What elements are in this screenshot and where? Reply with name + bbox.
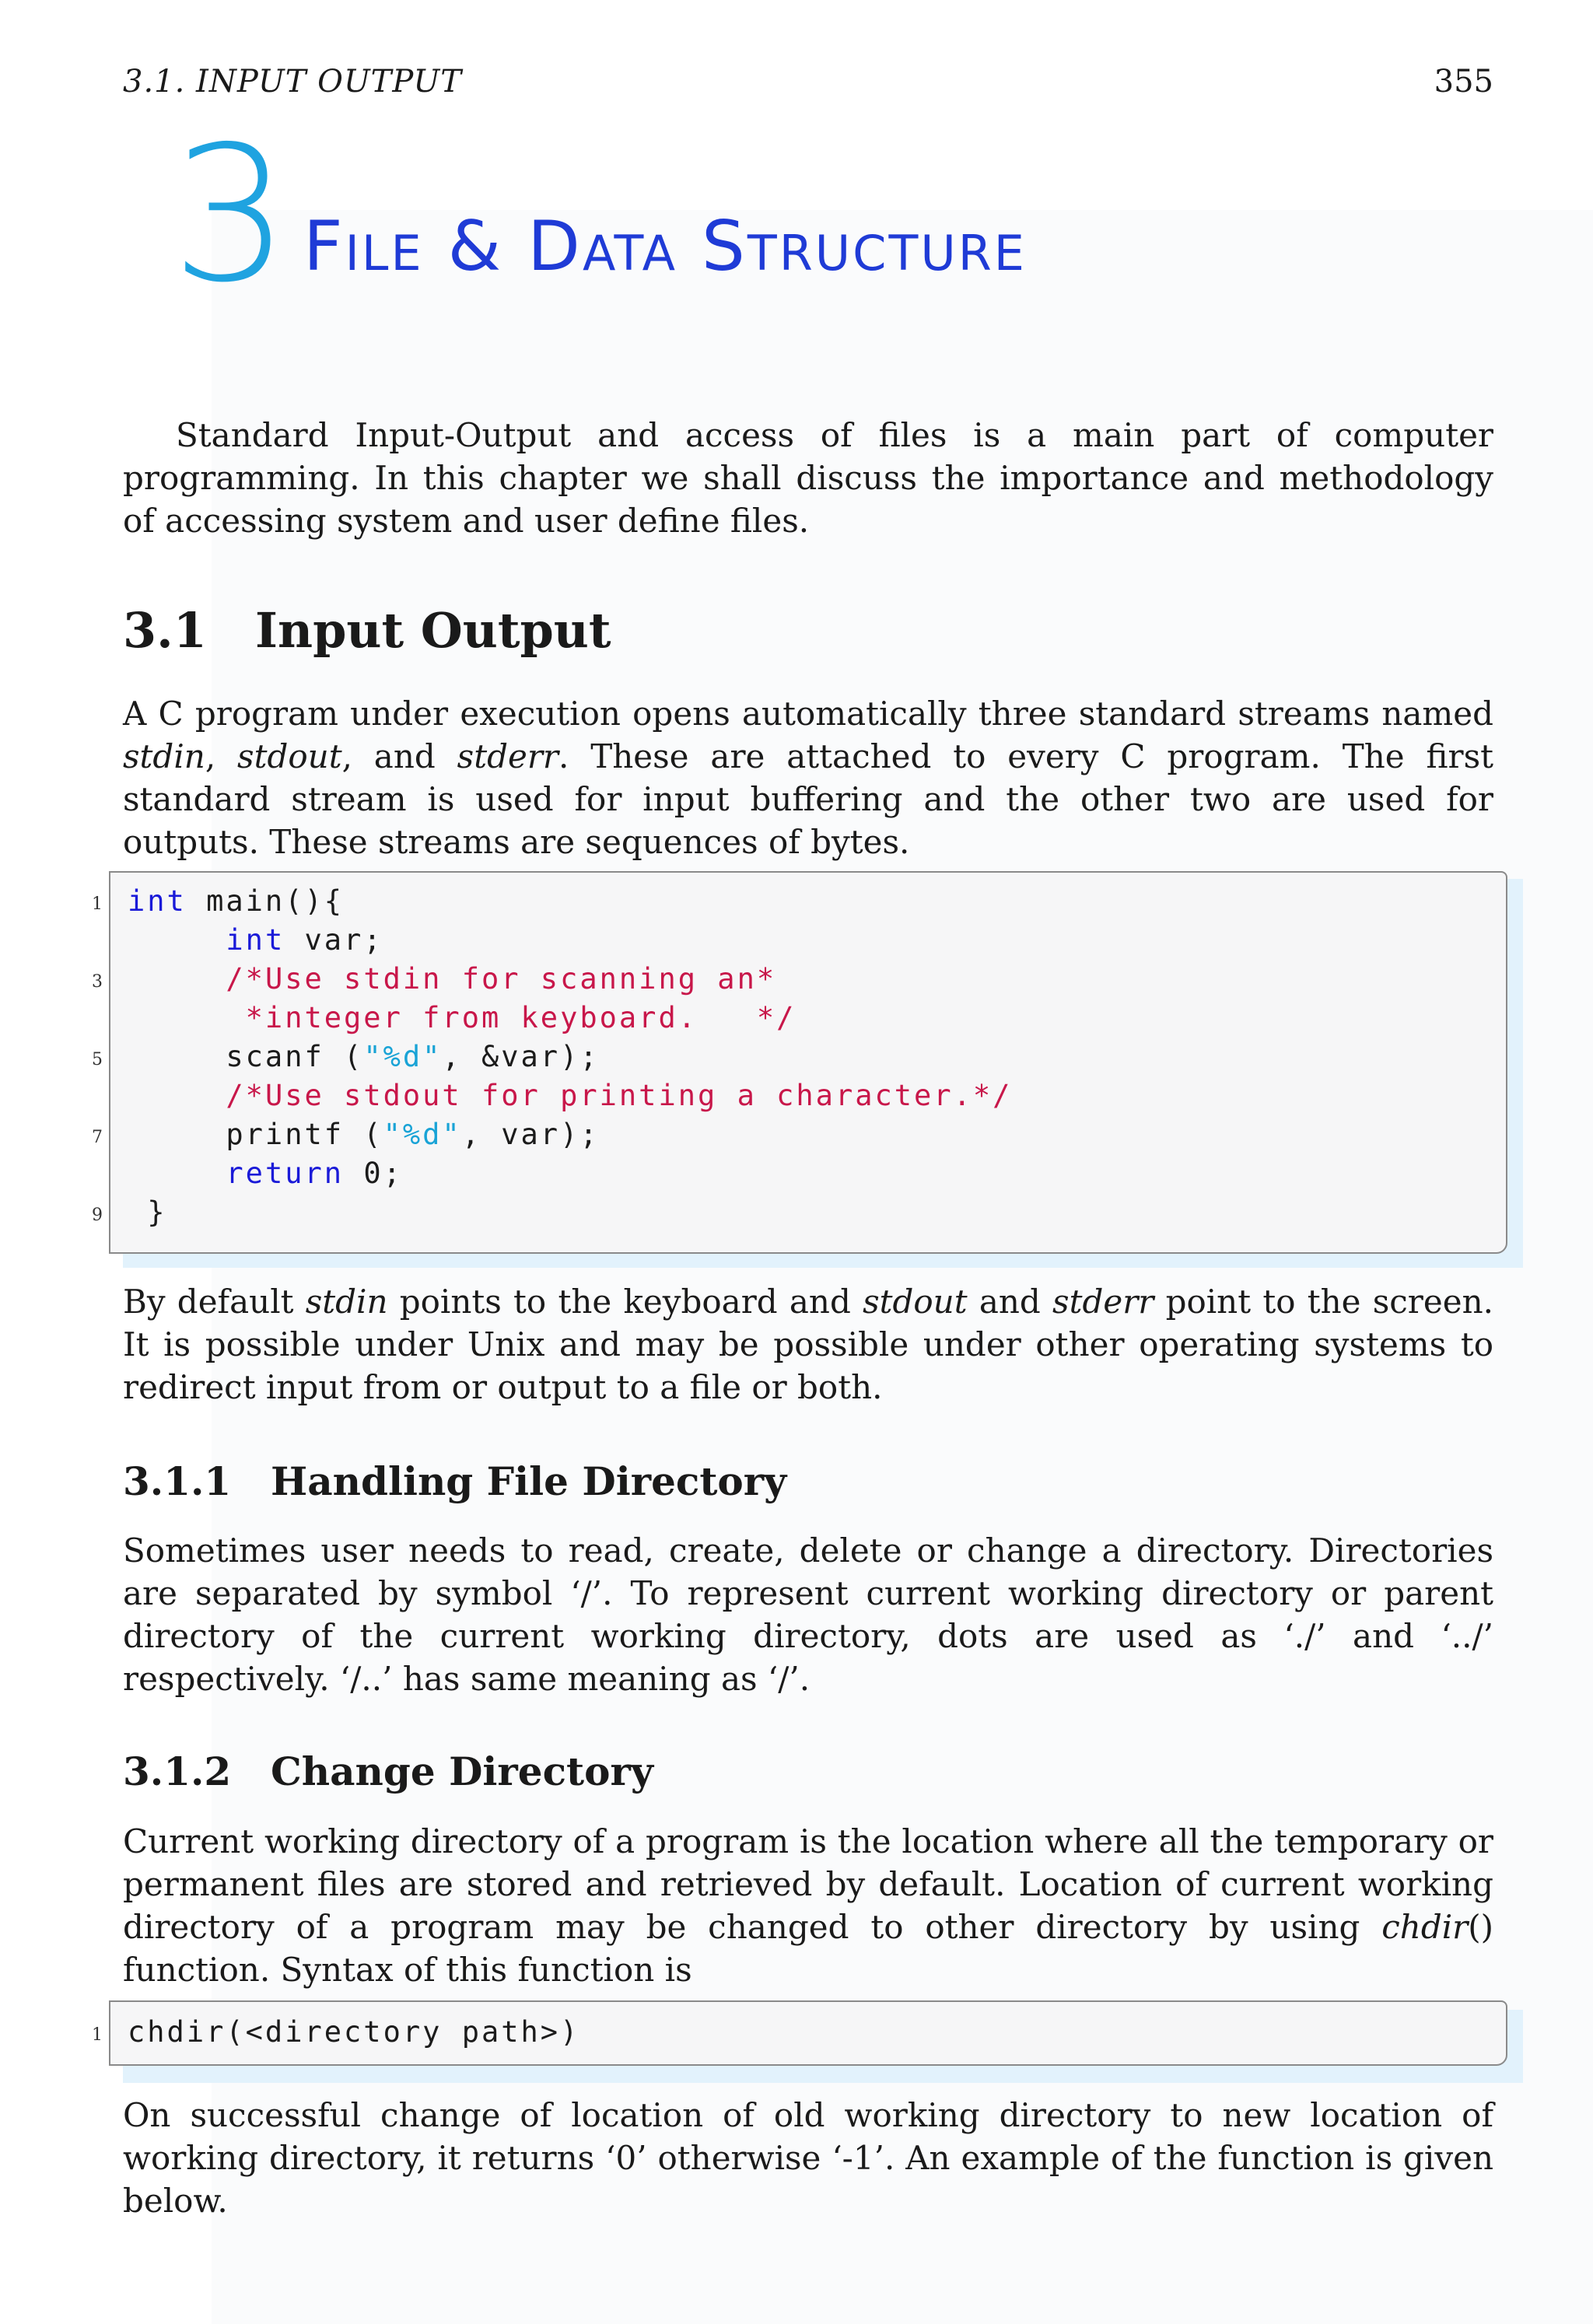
code-text: main(){ bbox=[186, 884, 345, 918]
running-title: 3.1. INPUT OUTPUT bbox=[123, 64, 462, 100]
code-comment: /*Use stdin for scanning an* bbox=[226, 962, 777, 996]
code-line bbox=[128, 921, 383, 960]
code-line: chdir(<directory path>) bbox=[128, 2015, 580, 2049]
code-comment: /*Use stdout for printing a character.*/ bbox=[226, 1079, 1013, 1112]
code-block-syntax bbox=[109, 2000, 1507, 2066]
code-block-main bbox=[109, 871, 1507, 1254]
code-text bbox=[128, 923, 226, 957]
subsection-heading-2 bbox=[123, 1748, 653, 1794]
code-line-number: 9 bbox=[92, 1206, 103, 1225]
stdin-term: stdin bbox=[305, 1283, 388, 1321]
code-line bbox=[128, 1193, 167, 1232]
code-text bbox=[128, 1079, 226, 1112]
subsection-heading-1 bbox=[123, 1458, 787, 1504]
code-comment: *integer from keyboard. */ bbox=[245, 1001, 796, 1034]
code-line-number: 1 bbox=[92, 894, 103, 914]
code-text: , var); bbox=[461, 1118, 600, 1151]
code-text: scanf ( bbox=[128, 1040, 364, 1073]
stderr-term: stderr bbox=[457, 737, 558, 775]
code-string: "%d" bbox=[363, 1040, 443, 1073]
section-title: Input Output bbox=[255, 602, 611, 659]
section-number: 3.1 bbox=[123, 602, 207, 659]
code-line-number: 7 bbox=[92, 1128, 103, 1147]
code-line bbox=[128, 999, 796, 1038]
page-number: 355 bbox=[1434, 64, 1493, 100]
code-line bbox=[128, 1076, 1012, 1115]
subsection-title: Change Directory bbox=[271, 1748, 653, 1794]
code-line bbox=[128, 882, 344, 921]
streams-paragraph: A C program under execution opens automatically three standard streams named stdin, stdout, and stderr. These are attached to every C program. The first standard stream is used for input buffering and the other two are used for outputs. These streams are sequences of bytes. bbox=[123, 695, 1494, 861]
stdout-term: stdout bbox=[863, 1283, 968, 1321]
code-line bbox=[128, 1154, 403, 1193]
code-line-number: 1 bbox=[92, 2025, 103, 2045]
code-keyword: return bbox=[226, 1157, 345, 1190]
default-streams-paragraph: By default stdin points to the keyboard and stdout and stderr point to the screen. It is possible under Unix and may be possible under other operating systems to redirect input from or output to a file or both. bbox=[123, 1283, 1493, 1406]
code-keyword: int bbox=[128, 884, 187, 918]
code-line bbox=[128, 960, 776, 999]
code-line bbox=[128, 1038, 600, 1076]
code-line-number: 5 bbox=[92, 1050, 103, 1069]
code-text bbox=[128, 1157, 226, 1190]
chapter-title: File & Data Structure bbox=[303, 206, 1027, 286]
chapter-number: 3 bbox=[171, 106, 290, 324]
code-text: 0; bbox=[344, 1157, 403, 1190]
code-text: } bbox=[128, 1195, 167, 1229]
code-text: , &var); bbox=[442, 1040, 600, 1073]
intro-paragraph: Standard Input-Output and access of files is a main part of computer programming. In this chapter we shall discuss the importance and methodology of accessing system and user define files. bbox=[123, 416, 1493, 540]
chdir-term: chdir bbox=[1381, 1908, 1469, 1946]
stderr-term: stderr bbox=[1052, 1283, 1154, 1321]
code-keyword: int bbox=[226, 923, 285, 957]
code-text bbox=[128, 962, 226, 996]
subsection-title: Handling File Directory bbox=[271, 1458, 787, 1504]
return-value-paragraph: On successful change of location of old working directory to new location of working directory, it returns ‘0’ otherwise ‘-1’. An example of the function is given below. bbox=[123, 2096, 1493, 2220]
chdir-paragraph: Current working directory of a program is the location where all the temporary or permanent files are stored and retrieved by default. Location of current working directory of a program may be changed to other directory by using chdir() function. Syntax of this function is bbox=[123, 1822, 1493, 1989]
code-text: printf ( bbox=[128, 1118, 383, 1151]
stdout-term: stdout bbox=[237, 737, 342, 775]
code-line-number: 3 bbox=[92, 972, 103, 992]
code-line bbox=[128, 1115, 600, 1154]
code-text: var; bbox=[285, 923, 383, 957]
stdin-term: stdin bbox=[123, 737, 205, 775]
code-string: "%d" bbox=[383, 1118, 462, 1151]
subsection-number: 3.1.1 bbox=[123, 1458, 232, 1504]
subsection-number: 3.1.2 bbox=[123, 1748, 232, 1794]
section-heading bbox=[123, 602, 611, 659]
running-head bbox=[123, 64, 1493, 100]
code-text bbox=[128, 1001, 246, 1034]
directory-paragraph: Sometimes user needs to read, create, delete or change a directory. Directories are separated by symbol ‘/’. To represent current working directory or parent directory of the current working directory, dots are used as ‘./’ and ‘../’ respectively. ‘/..’ has same meaning as ‘/’. bbox=[123, 1531, 1493, 1698]
